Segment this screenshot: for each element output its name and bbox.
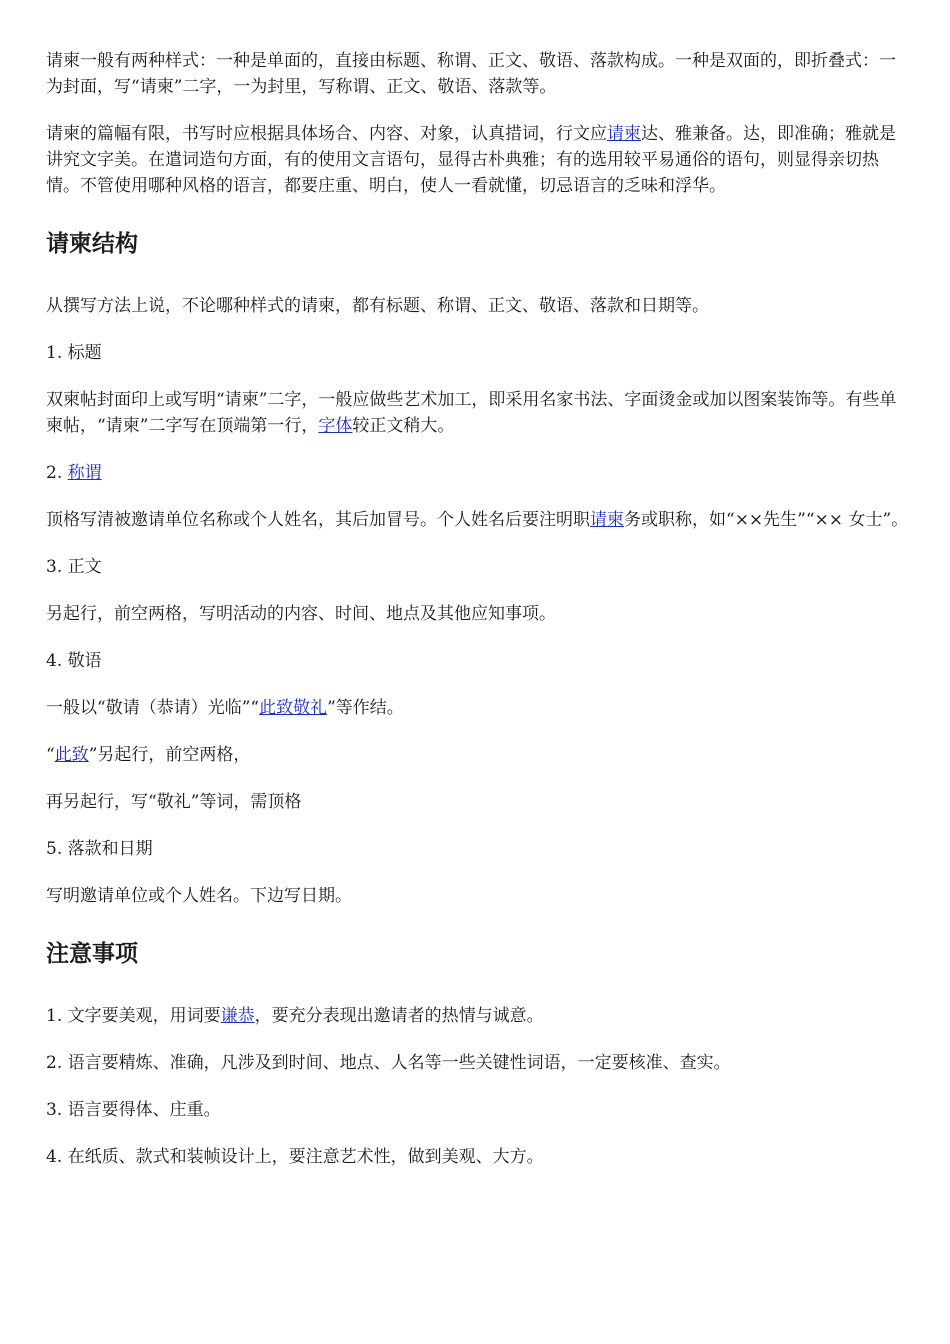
salutation-section-label	[46, 460, 910, 486]
note-1-text-a: 1. 文字要美观，用词要	[46, 1006, 221, 1026]
sign-section-text: 写明邀请单位或个人姓名。下边写日期。	[46, 886, 352, 906]
salutation-text-a: 顶格写清被邀请单位名称或个人姓名，其后加冒号。个人姓名后要注明职	[46, 510, 590, 530]
note-item-3: 3. 语言要得体、庄重。	[46, 1100, 221, 1120]
note-1-text-b: ，要充分表现出邀请者的热情与诚意。	[254, 1006, 544, 1026]
intro-paragraph-2	[46, 121, 910, 199]
qingjian-link[interactable]: 请柬	[607, 124, 641, 144]
honorific-section-text	[46, 695, 910, 721]
cizhi-text-b: ”另起行，前空两格，	[88, 745, 251, 765]
salutation-number: 2.	[46, 463, 68, 483]
salutation-text-b: 务或职称，如“××先生”“×× 女士”。	[624, 510, 909, 530]
cizhijingli-link[interactable]: 此致敬礼	[259, 698, 328, 718]
qiangong-link[interactable]: 谦恭	[220, 1006, 255, 1026]
jingli-line: 再另起行，写“敬礼”等词，需顶格	[46, 792, 302, 812]
intro-paragraph-1	[46, 48, 910, 100]
sign-section-label: 5. 落款和日期	[46, 839, 153, 859]
intro-paragraph-2-text-a: 请柬的篇幅有限，书写时应根据具体场合、内容、对象，认真措词，行文应	[46, 124, 607, 144]
chengwei-link[interactable]: 称谓	[67, 463, 102, 483]
qingjian-inline-link[interactable]: 请柬	[590, 510, 624, 530]
cizhi-line	[46, 742, 910, 768]
title-section-text-a: 双柬帖封面印上或写明“请柬”二字，一般应做些艺术加工，即采用名家书法、字面烫金或加以图案装饰等。有些单柬帖，“请柬”二字写在顶端第一行，	[46, 390, 897, 436]
title-section-label: 1. 标题	[46, 343, 102, 363]
honorific-section-label: 4. 敬语	[46, 651, 102, 671]
structure-heading: 请柬结构	[46, 231, 138, 257]
honorific-text-a: 一般以“敬请（恭请）光临”“	[46, 698, 260, 718]
cizhi-link[interactable]: 此致	[54, 745, 89, 765]
note-item-4: 4. 在纸质、款式和装帧设计上，要注意艺术性，做到美观、大方。	[46, 1147, 544, 1167]
body-section-label: 3. 正文	[46, 557, 102, 577]
structure-lead: 从撰写方法上说，不论哪种样式的请柬，都有标题、称谓、正文、敬语、落款和日期等。	[46, 296, 709, 316]
cizhi-text-a: “	[46, 745, 55, 765]
intro-paragraph-2-text-b: 达、雅兼备。达，即准确；雅就是讲究文字美。在遣词造句方面，有的使用文言语句，显得古朴典雅；有的选用较平易通俗的语句，则显得亲切热情。不管使用哪种风格的语言，都要庄重、明白，使人一看就懂，切忌语言的乏味和浮华。	[46, 124, 896, 196]
title-section-text	[46, 387, 910, 439]
note-item-1	[46, 1003, 910, 1029]
body-section-text: 另起行，前空两格，写明活动的内容、时间、地点及其他应知事项。	[46, 604, 556, 624]
note-item-2: 2. 语言要精炼、准确，凡涉及到时间、地点、人名等一些关键性词语，一定要核准、查实。	[46, 1053, 731, 1073]
salutation-section-text	[46, 507, 910, 533]
notes-heading: 注意事项	[46, 941, 138, 967]
intro-paragraph-1-text: 请柬一般有两种样式：一种是单面的，直接由标题、称谓、正文、敬语、落款构成。一种是双面的，即折叠式：一为封面，写“请柬”二字，一为封里，写称谓、正文、敬语、落款等。	[46, 51, 896, 97]
honorific-text-b: ”等作结。	[327, 698, 404, 718]
title-section-text-b: 较正文稍大。	[352, 416, 455, 436]
ziti-link[interactable]: 字体	[318, 416, 353, 436]
